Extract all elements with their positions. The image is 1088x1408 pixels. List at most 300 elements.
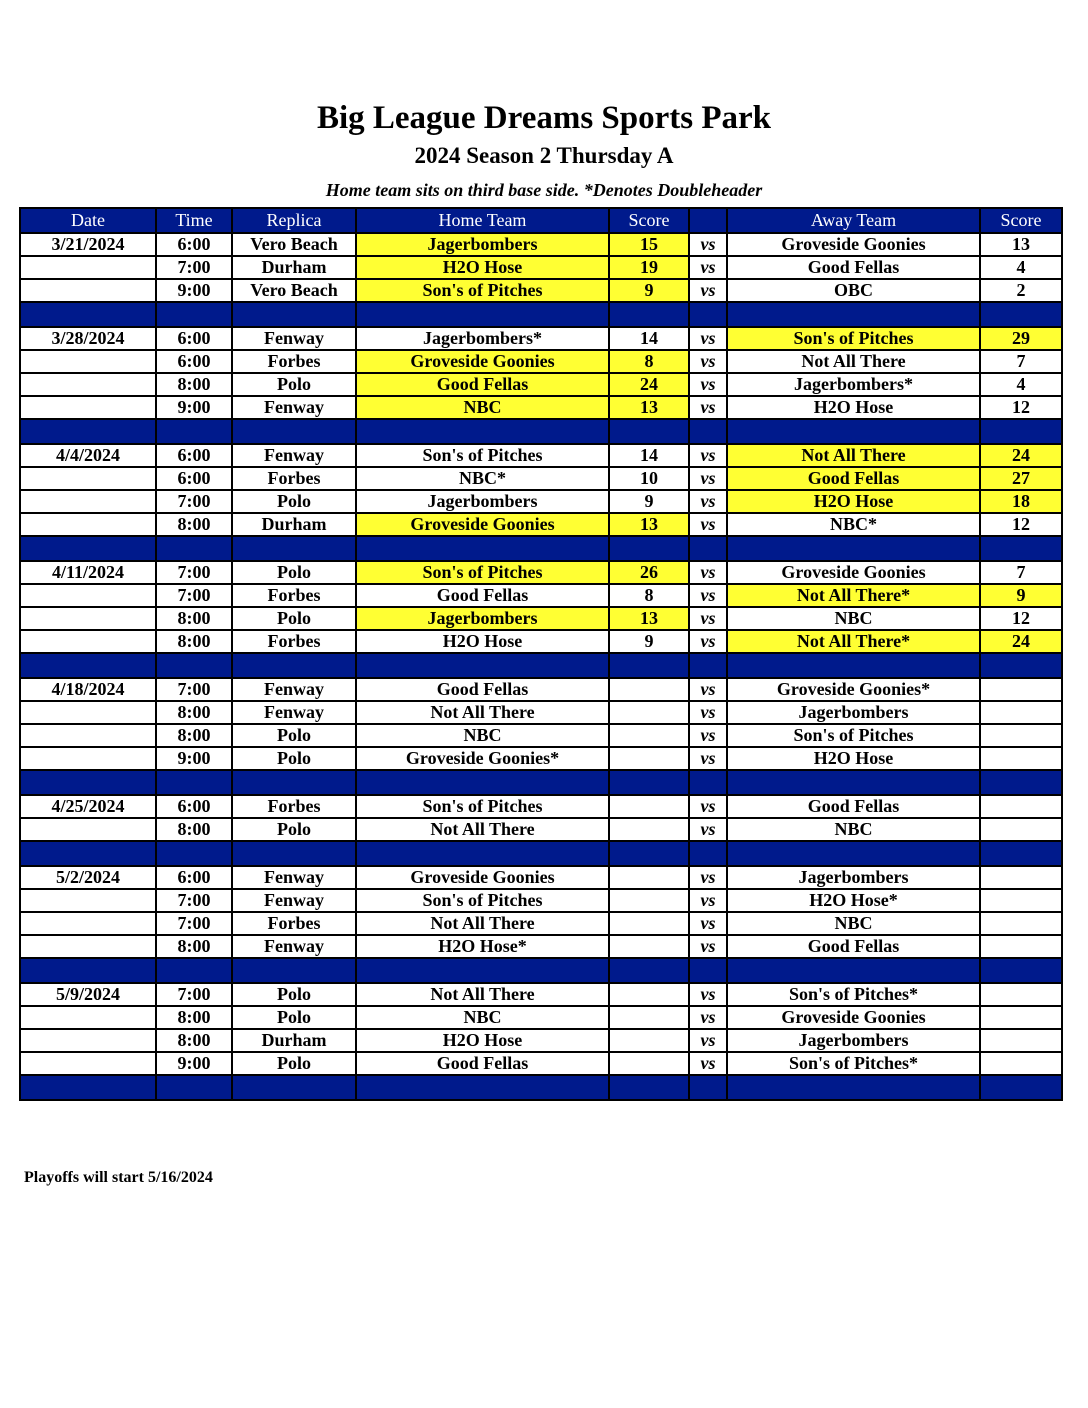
away-team: Jagerbombers* bbox=[727, 373, 980, 396]
separator-cell bbox=[232, 958, 356, 983]
separator-cell bbox=[689, 653, 727, 678]
vs-label: vs bbox=[689, 350, 727, 373]
away-team: Son's of Pitches bbox=[727, 327, 980, 350]
game-time: 6:00 bbox=[156, 327, 232, 350]
season-subtitle: 2024 Season 2 Thursday A bbox=[414, 143, 674, 168]
game-time: 8:00 bbox=[156, 630, 232, 653]
game-date: 5/9/2024 bbox=[20, 983, 156, 1006]
game-field: Fenway bbox=[232, 396, 356, 419]
game-date bbox=[20, 747, 156, 770]
separator-cell bbox=[609, 419, 689, 444]
week-separator-row bbox=[20, 536, 1062, 561]
game-time: 8:00 bbox=[156, 818, 232, 841]
separator-cell bbox=[356, 1075, 609, 1100]
away-team: NBC bbox=[727, 912, 980, 935]
separator-cell bbox=[356, 536, 609, 561]
table-row bbox=[20, 678, 1062, 701]
game-date bbox=[20, 584, 156, 607]
game-field: Forbes bbox=[232, 584, 356, 607]
separator-cell bbox=[356, 958, 609, 983]
vs-label: vs bbox=[689, 1029, 727, 1052]
separator-cell bbox=[356, 419, 609, 444]
away-score: 7 bbox=[980, 350, 1062, 373]
home-team: Groveside Goonies bbox=[356, 866, 609, 889]
game-field: Forbes bbox=[232, 350, 356, 373]
game-field: Fenway bbox=[232, 327, 356, 350]
separator-cell bbox=[20, 653, 156, 678]
separator-cell bbox=[727, 302, 980, 327]
game-date bbox=[20, 513, 156, 536]
vs-label: vs bbox=[689, 912, 727, 935]
away-score bbox=[980, 795, 1062, 818]
game-time: 8:00 bbox=[156, 935, 232, 958]
vs-label: vs bbox=[689, 607, 727, 630]
game-date bbox=[20, 467, 156, 490]
away-team: Groveside Goonies bbox=[727, 561, 980, 584]
home-score: 9 bbox=[609, 630, 689, 653]
game-field: Forbes bbox=[232, 467, 356, 490]
home-team: Not All There bbox=[356, 818, 609, 841]
game-date bbox=[20, 490, 156, 513]
game-date bbox=[20, 396, 156, 419]
table-row bbox=[20, 327, 1062, 350]
away-team: Not All There* bbox=[727, 630, 980, 653]
home-team: Jagerbombers bbox=[356, 607, 609, 630]
game-field: Fenway bbox=[232, 889, 356, 912]
separator-cell bbox=[232, 1075, 356, 1100]
table-row bbox=[20, 607, 1062, 630]
home-score bbox=[609, 889, 689, 912]
game-time: 6:00 bbox=[156, 467, 232, 490]
home-score: 9 bbox=[609, 490, 689, 513]
home-score bbox=[609, 701, 689, 724]
away-score: 18 bbox=[980, 490, 1062, 513]
separator-cell bbox=[609, 536, 689, 561]
away-score: 4 bbox=[980, 256, 1062, 279]
separator-cell bbox=[980, 841, 1062, 866]
away-score bbox=[980, 889, 1062, 912]
col-header-replica: Replica bbox=[232, 208, 356, 233]
vs-label: vs bbox=[689, 396, 727, 419]
separator-cell bbox=[727, 841, 980, 866]
separator-cell bbox=[20, 536, 156, 561]
home-score: 14 bbox=[609, 444, 689, 467]
separator-cell bbox=[727, 536, 980, 561]
vs-label: vs bbox=[689, 866, 727, 889]
separator-cell bbox=[689, 419, 727, 444]
away-score bbox=[980, 1052, 1062, 1075]
away-score bbox=[980, 935, 1062, 958]
game-time: 7:00 bbox=[156, 256, 232, 279]
game-time: 6:00 bbox=[156, 444, 232, 467]
home-score: 13 bbox=[609, 396, 689, 419]
home-team: NBC bbox=[356, 1006, 609, 1029]
game-field: Vero Beach bbox=[232, 279, 356, 302]
away-team: Jagerbombers bbox=[727, 866, 980, 889]
game-field: Polo bbox=[232, 607, 356, 630]
away-team: Groveside Goonies* bbox=[727, 678, 980, 701]
home-team: Son's of Pitches bbox=[356, 795, 609, 818]
game-date bbox=[20, 1052, 156, 1075]
week-separator-row bbox=[20, 653, 1062, 678]
away-team: Good Fellas bbox=[727, 256, 980, 279]
home-team: Good Fellas bbox=[356, 678, 609, 701]
schedule-body bbox=[20, 233, 1062, 1100]
separator-cell bbox=[156, 770, 232, 795]
game-time: 7:00 bbox=[156, 490, 232, 513]
table-row bbox=[20, 513, 1062, 536]
away-score: 24 bbox=[980, 444, 1062, 467]
game-time: 7:00 bbox=[156, 983, 232, 1006]
separator-cell bbox=[980, 653, 1062, 678]
separator-cell bbox=[20, 302, 156, 327]
separator-cell bbox=[156, 536, 232, 561]
separator-cell bbox=[156, 419, 232, 444]
separator-cell bbox=[156, 1075, 232, 1100]
col-header-vs bbox=[689, 208, 727, 233]
home-team: Groveside Goonies bbox=[356, 350, 609, 373]
home-team: NBC bbox=[356, 724, 609, 747]
home-score bbox=[609, 1006, 689, 1029]
game-date bbox=[20, 630, 156, 653]
table-row bbox=[20, 795, 1062, 818]
col-header-away-score: Score bbox=[980, 208, 1062, 233]
separator-cell bbox=[356, 653, 609, 678]
vs-label: vs bbox=[689, 584, 727, 607]
col-header-home-score: Score bbox=[609, 208, 689, 233]
home-team: H2O Hose* bbox=[356, 935, 609, 958]
vs-label: vs bbox=[689, 795, 727, 818]
away-score bbox=[980, 983, 1062, 1006]
table-row bbox=[20, 935, 1062, 958]
separator-cell bbox=[356, 302, 609, 327]
separator-cell bbox=[156, 841, 232, 866]
game-time: 7:00 bbox=[156, 889, 232, 912]
table-row bbox=[20, 1052, 1062, 1075]
separator-cell bbox=[232, 841, 356, 866]
home-score: 24 bbox=[609, 373, 689, 396]
game-date: 4/25/2024 bbox=[20, 795, 156, 818]
home-score bbox=[609, 1052, 689, 1075]
separator-cell bbox=[689, 1075, 727, 1100]
game-field: Polo bbox=[232, 1006, 356, 1029]
home-team: Not All There bbox=[356, 983, 609, 1006]
home-score: 13 bbox=[609, 607, 689, 630]
away-team: NBC* bbox=[727, 513, 980, 536]
away-team: Jagerbombers bbox=[727, 1029, 980, 1052]
vs-label: vs bbox=[689, 678, 727, 701]
game-date bbox=[20, 818, 156, 841]
game-time: 9:00 bbox=[156, 279, 232, 302]
separator-cell bbox=[232, 302, 356, 327]
separator-cell bbox=[20, 1075, 156, 1100]
away-score bbox=[980, 866, 1062, 889]
game-field: Durham bbox=[232, 1029, 356, 1052]
game-time: 7:00 bbox=[156, 678, 232, 701]
table-row bbox=[20, 444, 1062, 467]
separator-cell bbox=[727, 653, 980, 678]
home-team: Son's of Pitches bbox=[356, 561, 609, 584]
home-team: NBC* bbox=[356, 467, 609, 490]
home-team: Not All There bbox=[356, 912, 609, 935]
home-team: Jagerbombers* bbox=[356, 327, 609, 350]
game-field: Polo bbox=[232, 490, 356, 513]
home-team: Son's of Pitches bbox=[356, 444, 609, 467]
game-date bbox=[20, 256, 156, 279]
week-separator-row bbox=[20, 841, 1062, 866]
home-score: 9 bbox=[609, 279, 689, 302]
game-date bbox=[20, 1029, 156, 1052]
table-row bbox=[20, 630, 1062, 653]
separator-cell bbox=[727, 958, 980, 983]
away-score: 12 bbox=[980, 607, 1062, 630]
table-row bbox=[20, 701, 1062, 724]
vs-label: vs bbox=[689, 279, 727, 302]
table-row bbox=[20, 256, 1062, 279]
game-field: Fenway bbox=[232, 935, 356, 958]
home-team: Good Fellas bbox=[356, 373, 609, 396]
game-field: Fenway bbox=[232, 678, 356, 701]
game-time: 8:00 bbox=[156, 607, 232, 630]
away-team: NBC bbox=[727, 607, 980, 630]
separator-cell bbox=[20, 958, 156, 983]
separator-cell bbox=[232, 653, 356, 678]
week-separator-row bbox=[20, 302, 1062, 327]
away-team: Son's of Pitches bbox=[727, 724, 980, 747]
away-score bbox=[980, 701, 1062, 724]
home-team: Not All There bbox=[356, 701, 609, 724]
away-score: 27 bbox=[980, 467, 1062, 490]
playoffs-note: Playoffs will start 5/16/2024 bbox=[24, 1169, 213, 1186]
separator-cell bbox=[356, 770, 609, 795]
schedule-table bbox=[19, 207, 1063, 1101]
col-header-time: Time bbox=[156, 208, 232, 233]
home-team: Son's of Pitches bbox=[356, 279, 609, 302]
vs-label: vs bbox=[689, 513, 727, 536]
home-score bbox=[609, 818, 689, 841]
home-team: NBC bbox=[356, 396, 609, 419]
game-field: Polo bbox=[232, 983, 356, 1006]
separator-cell bbox=[609, 841, 689, 866]
game-time: 7:00 bbox=[156, 561, 232, 584]
table-row bbox=[20, 724, 1062, 747]
separator-cell bbox=[727, 1075, 980, 1100]
away-team: H2O Hose bbox=[727, 490, 980, 513]
table-row bbox=[20, 584, 1062, 607]
game-field: Forbes bbox=[232, 795, 356, 818]
table-row bbox=[20, 1006, 1062, 1029]
separator-cell bbox=[232, 770, 356, 795]
away-team: Not All There bbox=[727, 444, 980, 467]
game-time: 8:00 bbox=[156, 1006, 232, 1029]
away-score bbox=[980, 678, 1062, 701]
away-team: Not All There bbox=[727, 350, 980, 373]
away-team: Son's of Pitches* bbox=[727, 1052, 980, 1075]
separator-cell bbox=[689, 841, 727, 866]
away-score: 7 bbox=[980, 561, 1062, 584]
game-date bbox=[20, 912, 156, 935]
game-date: 3/21/2024 bbox=[20, 233, 156, 256]
away-score bbox=[980, 1029, 1062, 1052]
away-score bbox=[980, 724, 1062, 747]
away-team: Good Fellas bbox=[727, 935, 980, 958]
separator-cell bbox=[20, 770, 156, 795]
table-row bbox=[20, 889, 1062, 912]
away-score: 4 bbox=[980, 373, 1062, 396]
separator-cell bbox=[980, 958, 1062, 983]
away-team: Good Fellas bbox=[727, 467, 980, 490]
home-score bbox=[609, 866, 689, 889]
schedule-note: Home team sits on third base side. *Denotes Doubleheader bbox=[325, 180, 763, 200]
vs-label: vs bbox=[689, 256, 727, 279]
home-score bbox=[609, 912, 689, 935]
separator-cell bbox=[689, 302, 727, 327]
home-team: Good Fellas bbox=[356, 1052, 609, 1075]
vs-label: vs bbox=[689, 889, 727, 912]
game-field: Polo bbox=[232, 373, 356, 396]
game-field: Fenway bbox=[232, 866, 356, 889]
game-field: Polo bbox=[232, 747, 356, 770]
separator-cell bbox=[20, 419, 156, 444]
home-score bbox=[609, 678, 689, 701]
game-date: 4/18/2024 bbox=[20, 678, 156, 701]
away-score: 12 bbox=[980, 513, 1062, 536]
away-score: 2 bbox=[980, 279, 1062, 302]
vs-label: vs bbox=[689, 373, 727, 396]
vs-label: vs bbox=[689, 327, 727, 350]
vs-label: vs bbox=[689, 444, 727, 467]
away-team: H2O Hose bbox=[727, 396, 980, 419]
away-score bbox=[980, 747, 1062, 770]
vs-label: vs bbox=[689, 233, 727, 256]
game-date bbox=[20, 889, 156, 912]
table-row bbox=[20, 373, 1062, 396]
vs-label: vs bbox=[689, 983, 727, 1006]
game-date: 4/4/2024 bbox=[20, 444, 156, 467]
game-field: Durham bbox=[232, 513, 356, 536]
separator-cell bbox=[689, 958, 727, 983]
vs-label: vs bbox=[689, 935, 727, 958]
week-separator-row bbox=[20, 1075, 1062, 1100]
separator-cell bbox=[156, 653, 232, 678]
separator-cell bbox=[980, 770, 1062, 795]
col-header-home-team: Home Team bbox=[356, 208, 609, 233]
separator-cell bbox=[727, 770, 980, 795]
vs-label: vs bbox=[689, 701, 727, 724]
table-row bbox=[20, 912, 1062, 935]
week-separator-row bbox=[20, 419, 1062, 444]
away-team: Son's of Pitches* bbox=[727, 983, 980, 1006]
separator-cell bbox=[609, 958, 689, 983]
game-date bbox=[20, 701, 156, 724]
game-field: Vero Beach bbox=[232, 233, 356, 256]
game-field: Polo bbox=[232, 1052, 356, 1075]
game-time: 8:00 bbox=[156, 513, 232, 536]
game-time: 7:00 bbox=[156, 584, 232, 607]
home-score bbox=[609, 1029, 689, 1052]
vs-label: vs bbox=[689, 467, 727, 490]
game-field: Durham bbox=[232, 256, 356, 279]
home-score: 13 bbox=[609, 513, 689, 536]
table-row bbox=[20, 490, 1062, 513]
game-time: 9:00 bbox=[156, 747, 232, 770]
separator-cell bbox=[609, 1075, 689, 1100]
home-score: 26 bbox=[609, 561, 689, 584]
table-row bbox=[20, 818, 1062, 841]
separator-cell bbox=[980, 302, 1062, 327]
game-field: Polo bbox=[232, 724, 356, 747]
game-time: 8:00 bbox=[156, 373, 232, 396]
vs-label: vs bbox=[689, 818, 727, 841]
game-date: 4/11/2024 bbox=[20, 561, 156, 584]
game-date bbox=[20, 373, 156, 396]
away-score bbox=[980, 1006, 1062, 1029]
away-team: H2O Hose* bbox=[727, 889, 980, 912]
away-score: 9 bbox=[980, 584, 1062, 607]
game-field: Forbes bbox=[232, 912, 356, 935]
home-team: Jagerbombers bbox=[356, 490, 609, 513]
game-time: 9:00 bbox=[156, 396, 232, 419]
away-team: Groveside Goonies bbox=[727, 1006, 980, 1029]
away-score: 13 bbox=[980, 233, 1062, 256]
game-time: 6:00 bbox=[156, 233, 232, 256]
game-time: 8:00 bbox=[156, 701, 232, 724]
home-score: 14 bbox=[609, 327, 689, 350]
home-team: Groveside Goonies bbox=[356, 513, 609, 536]
separator-cell bbox=[232, 419, 356, 444]
table-row bbox=[20, 866, 1062, 889]
week-separator-row bbox=[20, 958, 1062, 983]
away-score: 29 bbox=[980, 327, 1062, 350]
table-row bbox=[20, 396, 1062, 419]
home-score bbox=[609, 935, 689, 958]
home-score: 15 bbox=[609, 233, 689, 256]
game-time: 7:00 bbox=[156, 912, 232, 935]
away-team: OBC bbox=[727, 279, 980, 302]
home-score: 10 bbox=[609, 467, 689, 490]
table-row bbox=[20, 1029, 1062, 1052]
home-team: Groveside Goonies* bbox=[356, 747, 609, 770]
home-team: Son's of Pitches bbox=[356, 889, 609, 912]
home-score: 19 bbox=[609, 256, 689, 279]
separator-cell bbox=[980, 536, 1062, 561]
game-date bbox=[20, 935, 156, 958]
separator-cell bbox=[156, 302, 232, 327]
home-score bbox=[609, 983, 689, 1006]
game-time: 6:00 bbox=[156, 795, 232, 818]
away-team: Good Fellas bbox=[727, 795, 980, 818]
away-score bbox=[980, 818, 1062, 841]
page-title: Big League Dreams Sports Park bbox=[316, 100, 772, 136]
game-date: 3/28/2024 bbox=[20, 327, 156, 350]
vs-label: vs bbox=[689, 724, 727, 747]
vs-label: vs bbox=[689, 561, 727, 584]
vs-label: vs bbox=[689, 630, 727, 653]
away-team: NBC bbox=[727, 818, 980, 841]
game-time: 8:00 bbox=[156, 1029, 232, 1052]
game-field: Fenway bbox=[232, 444, 356, 467]
table-row bbox=[20, 747, 1062, 770]
separator-cell bbox=[20, 841, 156, 866]
game-date bbox=[20, 279, 156, 302]
table-row bbox=[20, 983, 1062, 1006]
separator-cell bbox=[156, 958, 232, 983]
away-team: Not All There* bbox=[727, 584, 980, 607]
separator-cell bbox=[609, 302, 689, 327]
table-row bbox=[20, 233, 1062, 256]
separator-cell bbox=[689, 770, 727, 795]
game-time: 8:00 bbox=[156, 724, 232, 747]
